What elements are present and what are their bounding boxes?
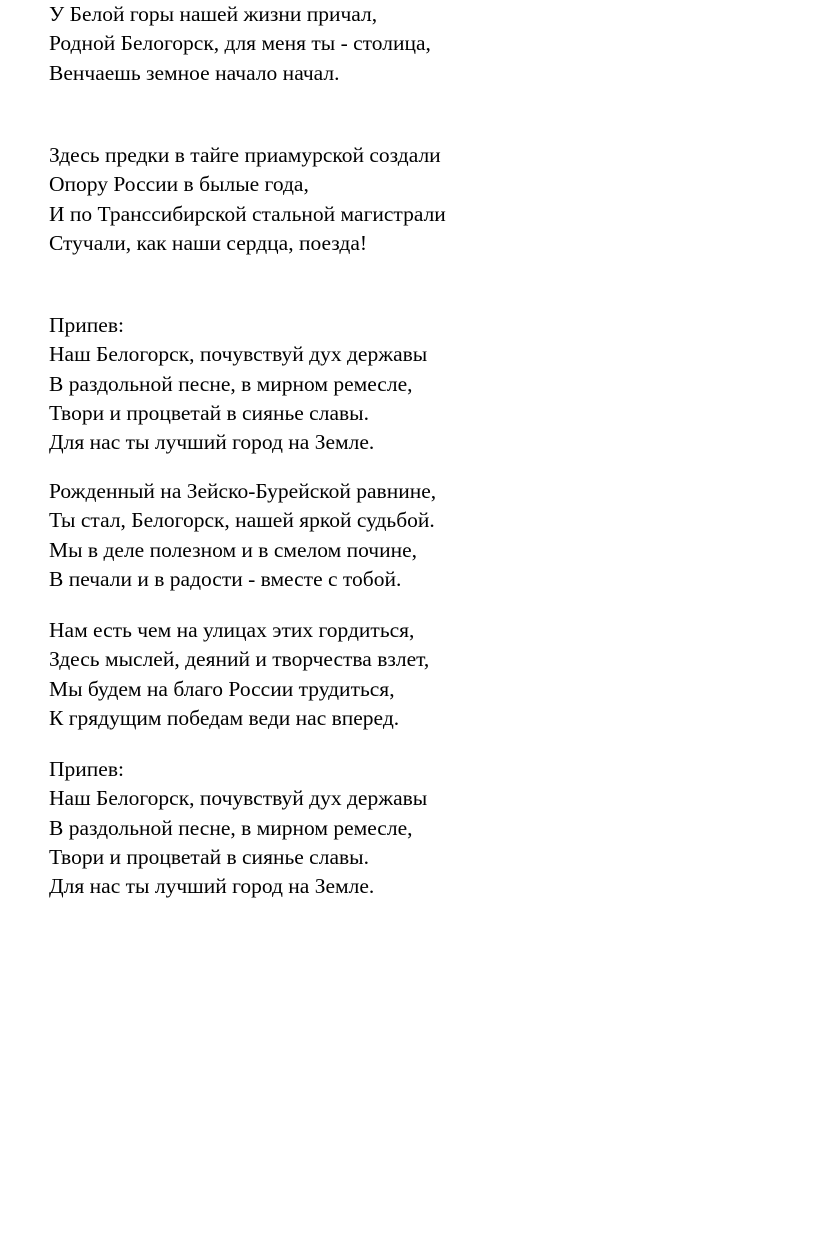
verse-line: В раздольной песне, в мирном ремесле, (49, 371, 413, 396)
verse-line: Здесь мыслей, деяний и творчества взлет, (49, 647, 430, 672)
verse-line: У Белой горы нашей жизни причал, (49, 2, 378, 26)
verse-line: Наш Белогорск, почувствуй дух державы (49, 786, 428, 811)
verse-line: Нам есть чем на улицах этих гордиться, (49, 618, 415, 642)
verse-line: Для нас ты лучший город на Земле. (49, 430, 375, 455)
verse-line: Для нас ты лучший город на Земле. (49, 874, 375, 899)
stanza-chorus-2 (49, 755, 789, 901)
verse-line: Твори и процветай в сиянье славы. (49, 844, 369, 869)
verse-line: Родной Белогорск, для меня ты - столица, (49, 31, 431, 56)
verse-line: К грядущим победам веди нас вперед. (49, 705, 400, 730)
verse-line: В раздольной песне, в мирном ремесле, (49, 815, 413, 840)
verse-line: Венчаешь земное начало начал. (49, 60, 340, 85)
verse-line: Мы в деле полезном и в смелом почине, (49, 537, 418, 562)
verse-line: Рожденный на Зейско-Бурейской равнине, (49, 479, 437, 503)
chorus-heading: Припев: (49, 313, 124, 337)
verse-line: Ты стал, Белогорск, нашей яркой судьбой. (49, 508, 435, 533)
stanza-verse-2 (49, 141, 789, 258)
verse-line: И по Транссибирской стальной магистрали (49, 201, 446, 226)
verse-line: Опору России в былые года, (49, 172, 309, 197)
verse-line: Твори и процветай в сиянье славы. (49, 400, 369, 425)
chorus-heading: Припев: (49, 757, 124, 781)
verse-line: В печали и в радости - вместе с тобой. (49, 566, 402, 591)
verse-line: Стучали, как наши сердца, поезда! (49, 230, 368, 255)
verse-line: Мы будем на благо России трудиться, (49, 676, 395, 701)
verse-line: Наш Белогорск, почувствуй дух державы (49, 342, 428, 367)
stanza-verse-1 (49, 0, 789, 88)
stanza-verse-4 (49, 616, 789, 733)
stanza-chorus-1 (49, 311, 789, 457)
stanza-verse-3 (49, 477, 789, 594)
verse-line: Здесь предки в тайге приамурской создали (49, 143, 441, 167)
